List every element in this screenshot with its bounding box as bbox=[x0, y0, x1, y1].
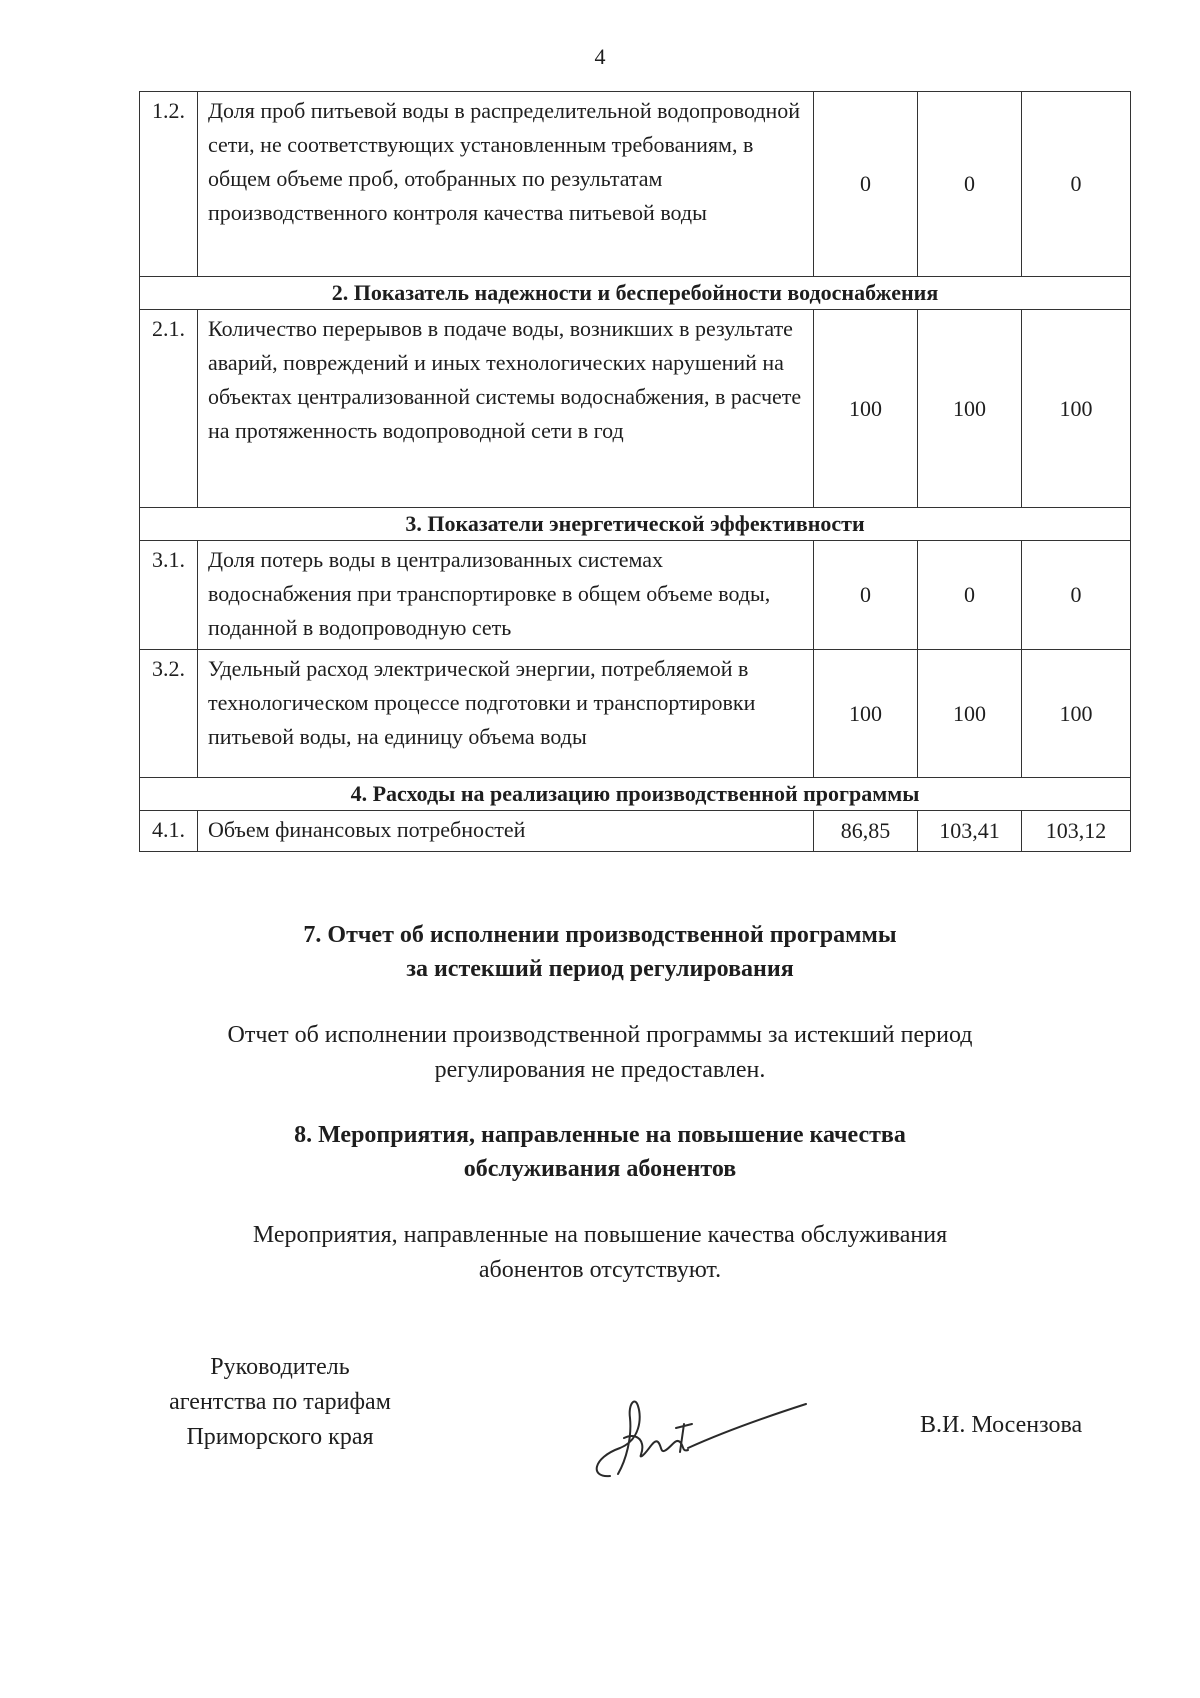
indicator-name: Доля проб питьевой воды в распределительной водопроводной сети, не соответствующих установленным требованиям, в общем объеме проб, отобранных по результатам производственного контроля качества питьевой воды bbox=[198, 92, 814, 277]
table-section-row bbox=[140, 508, 1131, 541]
indicator-name: Объем финансовых потребностей bbox=[198, 811, 814, 852]
section-8-heading-line-2: обслуживания абонентов bbox=[463, 1156, 737, 1182]
section-8-heading-line-1: 8. Мероприятия, направленные на повышение качества bbox=[294, 1122, 906, 1148]
indicator-value: 100 bbox=[814, 310, 918, 508]
section-7-heading-line-1: 7. Отчет об исполнении производственной программы bbox=[303, 922, 897, 948]
indicator-value: 100 bbox=[1022, 650, 1131, 778]
row-number: 3.1. bbox=[140, 541, 198, 650]
section-7-heading bbox=[0, 918, 1200, 986]
indicators-table bbox=[139, 91, 1131, 852]
signer-title-line-1: Руководитель bbox=[210, 1354, 350, 1380]
indicator-value: 100 bbox=[918, 650, 1022, 778]
table-row bbox=[140, 811, 1131, 852]
signer-title-line-3: Приморского края bbox=[186, 1424, 374, 1450]
indicator-value: 0 bbox=[1022, 92, 1131, 277]
indicator-value: 100 bbox=[814, 650, 918, 778]
indicator-value: 0 bbox=[918, 541, 1022, 650]
section-8-heading bbox=[0, 1118, 1200, 1186]
handwritten-signature bbox=[580, 1378, 810, 1488]
indicator-value: 0 bbox=[918, 92, 1022, 277]
section-8-text bbox=[0, 1218, 1200, 1288]
indicator-value: 100 bbox=[918, 310, 1022, 508]
indicator-value: 100 bbox=[1022, 310, 1131, 508]
table-row bbox=[140, 92, 1131, 277]
section-7-text-line-1: Отчет об исполнении производственной программы за истекший период bbox=[227, 1022, 973, 1048]
signer-title bbox=[135, 1350, 425, 1455]
table-section-row bbox=[140, 277, 1131, 310]
row-number: 4.1. bbox=[140, 811, 198, 852]
signer-title-line-2: агентства по тарифам bbox=[169, 1389, 391, 1415]
row-number: 2.1. bbox=[140, 310, 198, 508]
section-8-text-line-1: Мероприятия, направленные на повышение качества обслуживания bbox=[252, 1222, 948, 1248]
row-number: 1.2. bbox=[140, 92, 198, 277]
section-title: 2. Показатель надежности и бесперебойности водоснабжения bbox=[140, 277, 1131, 310]
indicator-value: 103,12 bbox=[1022, 811, 1131, 852]
indicator-name: Удельный расход электрической энергии, потребляемой в технологическом процессе подготовки и транспортировки питьевой воды, на единицу объема воды bbox=[198, 650, 814, 778]
section-7-text bbox=[0, 1018, 1200, 1088]
section-8-text-line-2: абонентов отсутствуют. bbox=[478, 1257, 722, 1283]
section-title: 4. Расходы на реализацию производственной программы bbox=[140, 778, 1131, 811]
indicator-value: 0 bbox=[814, 541, 918, 650]
indicator-value: 103,41 bbox=[918, 811, 1022, 852]
section-7-heading-line-2: за истекший период регулирования bbox=[406, 956, 794, 982]
table-row bbox=[140, 650, 1131, 778]
indicator-value: 86,85 bbox=[814, 811, 918, 852]
table-section-row bbox=[140, 778, 1131, 811]
indicator-value: 0 bbox=[1022, 541, 1131, 650]
row-number: 3.2. bbox=[140, 650, 198, 778]
table-row bbox=[140, 541, 1131, 650]
indicator-name: Доля потерь воды в централизованных системах водоснабжения при транспортировке в общем объеме воды, поданной в водопроводную сеть bbox=[198, 541, 814, 650]
page-number: 4 bbox=[594, 44, 606, 69]
indicators-table-body bbox=[140, 92, 1131, 852]
section-title: 3. Показатели энергетической эффективности bbox=[140, 508, 1131, 541]
section-7-text-line-2: регулирования не предоставлен. bbox=[434, 1057, 766, 1083]
table-row bbox=[140, 310, 1131, 508]
indicator-value: 0 bbox=[814, 92, 918, 277]
signer-name: В.И. Мосензова bbox=[920, 1412, 1083, 1438]
indicator-name: Количество перерывов в подаче воды, возникших в результате аварий, повреждений и иных технологических нарушений на объектах централизованной системы водоснабжения, в расчете на протяженность водопроводной сети в год bbox=[198, 310, 814, 508]
